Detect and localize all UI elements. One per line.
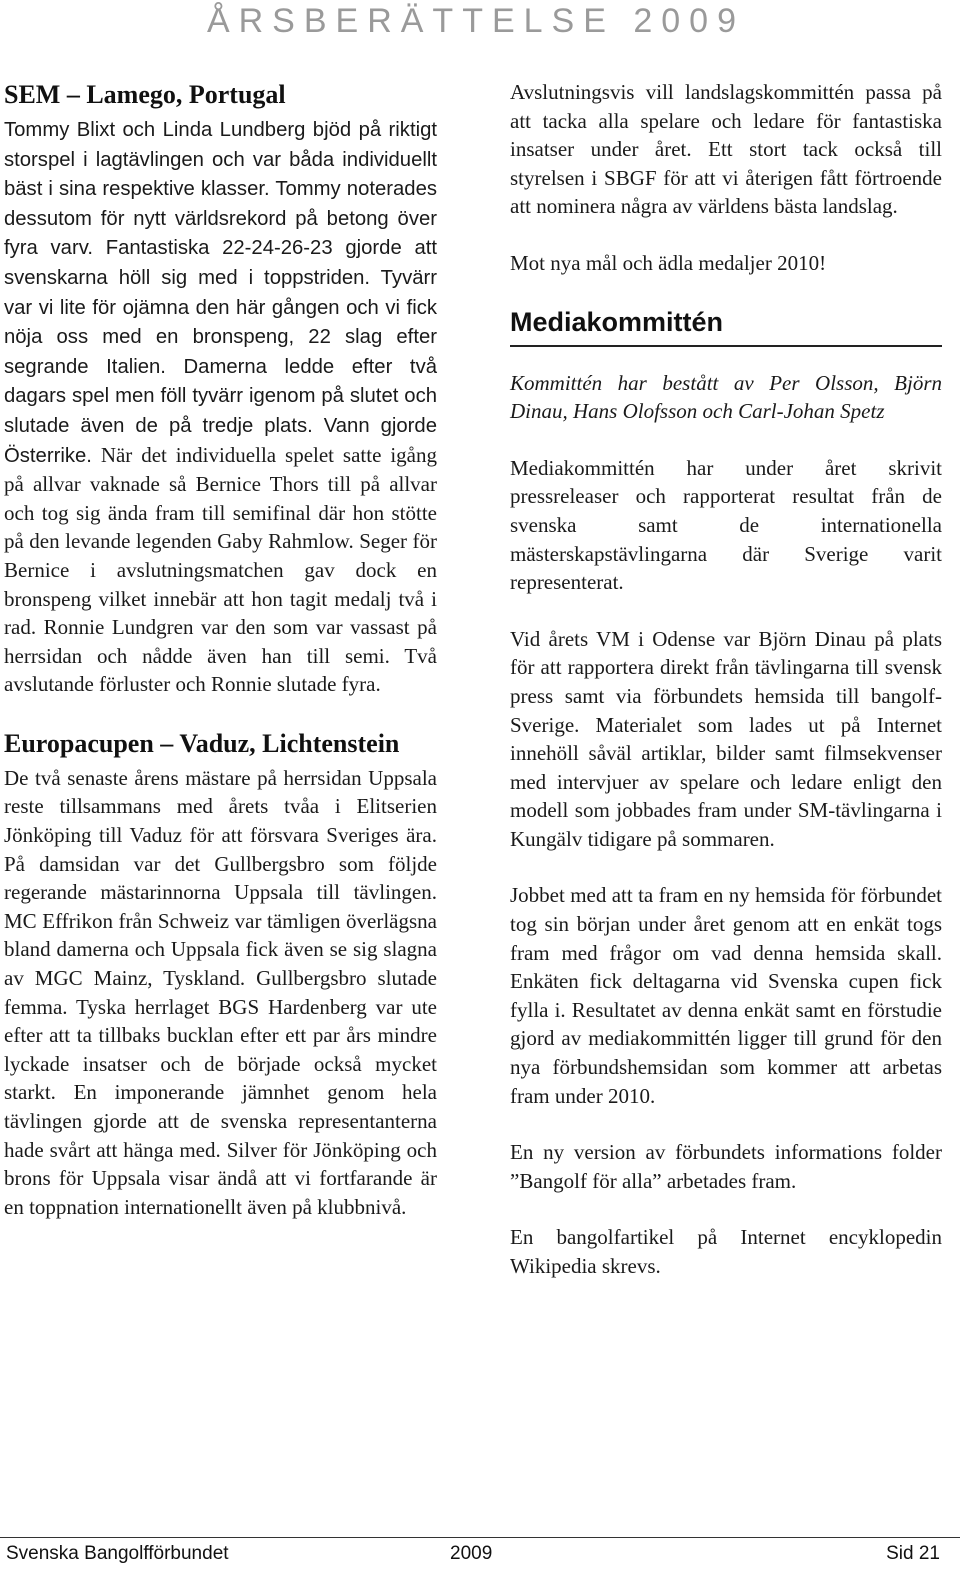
closing-motto: Mot nya mål och ädla medaljer 2010! — [510, 250, 827, 275]
footer-organization: Svenska Bangolfförbundet — [6, 1543, 229, 1564]
page-footer — [6, 1543, 940, 1569]
europacup-heading: Europacupen – Vaduz, Lichtenstein — [4, 728, 400, 758]
sem-paragraph-serif-part: När det individuella spelet satte igång på allvar vaknade så Bernice Thors till på allvar och tog sig ända fram till semifinal där hon stötte på den levande legenden Gaby Rahmlow. Seger för Bernice i avslutningsmatchen gav dock en bronspeng vilket innebär att hon tagit medalj två i rad. Ronnie Lundgren var den som var vassast på herrsidan och nådde även han till semi. Två avslutande förluster och Ronnie slutade fyra. — [4, 442, 437, 697]
left-column — [4, 78, 437, 1249]
media-paragraph-4: En ny version av förbundets informations folder ”Bangolf för alla” arbetades fram. — [510, 1140, 942, 1193]
media-paragraph-5: En bangolfartikel på Internet encyklopedin Wikipedia skrevs. — [510, 1225, 942, 1278]
media-members: Kommittén har bestått av Per Olsson, Björn Dinau, Hans Olofsson och Carl-Johan Spetz — [510, 370, 942, 424]
europacup-paragraph: De två senaste årens mästare på herrsidan Uppsala reste tillsammans med årets tvåa i Elitserien Jönköping till Vaduz för att försvara Sveriges ära. På damsidan var det Gullbergsbro som följde regerande mästarinnorna Uppsala till tävlingen. MC Effrikon från Schweiz var tämligen överlägsna bland damerna och Uppsala fick även se sig slagna av MGC Mainz, Tyskland. Gullbergsbro slutade femma. Tyska herrlaget BGS Hardenberg var ute efter att ta tillbaks bucklan efter ett par års mindre lyckade insatser och de började också mycket starkt. En imponerande jämnhet genom hela tävlingen gjorde att de svenska representanterna hade svårt att hänga med. Silver för Jönköping och brons för Uppsala visar ändå att vi fortfarande är en toppnation internationellt även på klubbnivå. — [4, 765, 437, 1219]
footer-divider — [0, 1537, 960, 1538]
sem-heading: SEM – Lamego, Portugal — [4, 80, 286, 109]
media-paragraph-2: Vid årets VM i Odense var Björn Dinau på plats för att rapportera direkt från tävlingarna till svensk press samt via förbundets hemsida till bangolf-Sverige. Materialet som lades ut på Internet innehöll såväl artiklar, bilder samt filmsekvenser med intervjuer av spelare och ledare enligt den modell som jobbades fram under SM-tävlingarna i Kungälv tidigare på sommaren. — [510, 626, 942, 851]
running-head: ÅRSBERÄTTELSE 2009 — [206, 2, 745, 40]
footer-year: 2009 — [450, 1543, 493, 1564]
media-paragraph-1: Mediakommittén har under året skrivit pressreleaser och rapporterat resultat från de svenska samt de internationella mästerskapstävlingarna där Sverige varit representerat. — [510, 455, 942, 595]
sem-paragraph-sans-part: Tommy Blixt och Linda Lundberg bjöd på riktigt storspel i lagtävlingen och var båda individuellt bäst i sina respektive klasser. Tommy noterades dessutom för nytt världsrekord på betong över fyra varv. Fantastiska 22-24-26-23 gjorde att svenskarna höll sig med i toppstriden. Tyvärr var vi lite för ojämna den här gången och vi fick nöja oss med en bronspeng, 22 slag efter segrande Italien. Damerna ledde efter två dagars spel men föll tyvärr igenom på slutet och slutade även de på tredje plats. Vann gjorde Österrike. — [4, 119, 437, 467]
closing-paragraph: Avslutningsvis vill landslagskommittén passa på att tacka alla spelare och ledare för fantastiska insatser under året. Ett stort tack också till styrelsen i SBGF för att vi återigen fått förtroende att nominera några av världens bästa landslag. — [510, 80, 942, 219]
footer-page-number: Sid 21 — [886, 1543, 940, 1564]
right-column — [510, 78, 942, 1309]
media-paragraph-3: Jobbet med att ta fram en ny hemsida för förbundet tog sin början under året genom att en enkät togs fram med frågor om vad denna hemsida skall. Enkäten fick deltagarna vid Svenska cupen fick fylla i. Resultatet av denna enkät samt en förstudie gjord av mediakommittén ligger till grund för den nya förbundshemsidan som kommer att arbetas fram under 2010. — [510, 883, 942, 1108]
media-heading: Mediakommittén — [510, 306, 942, 347]
sem-paragraph — [4, 115, 437, 699]
